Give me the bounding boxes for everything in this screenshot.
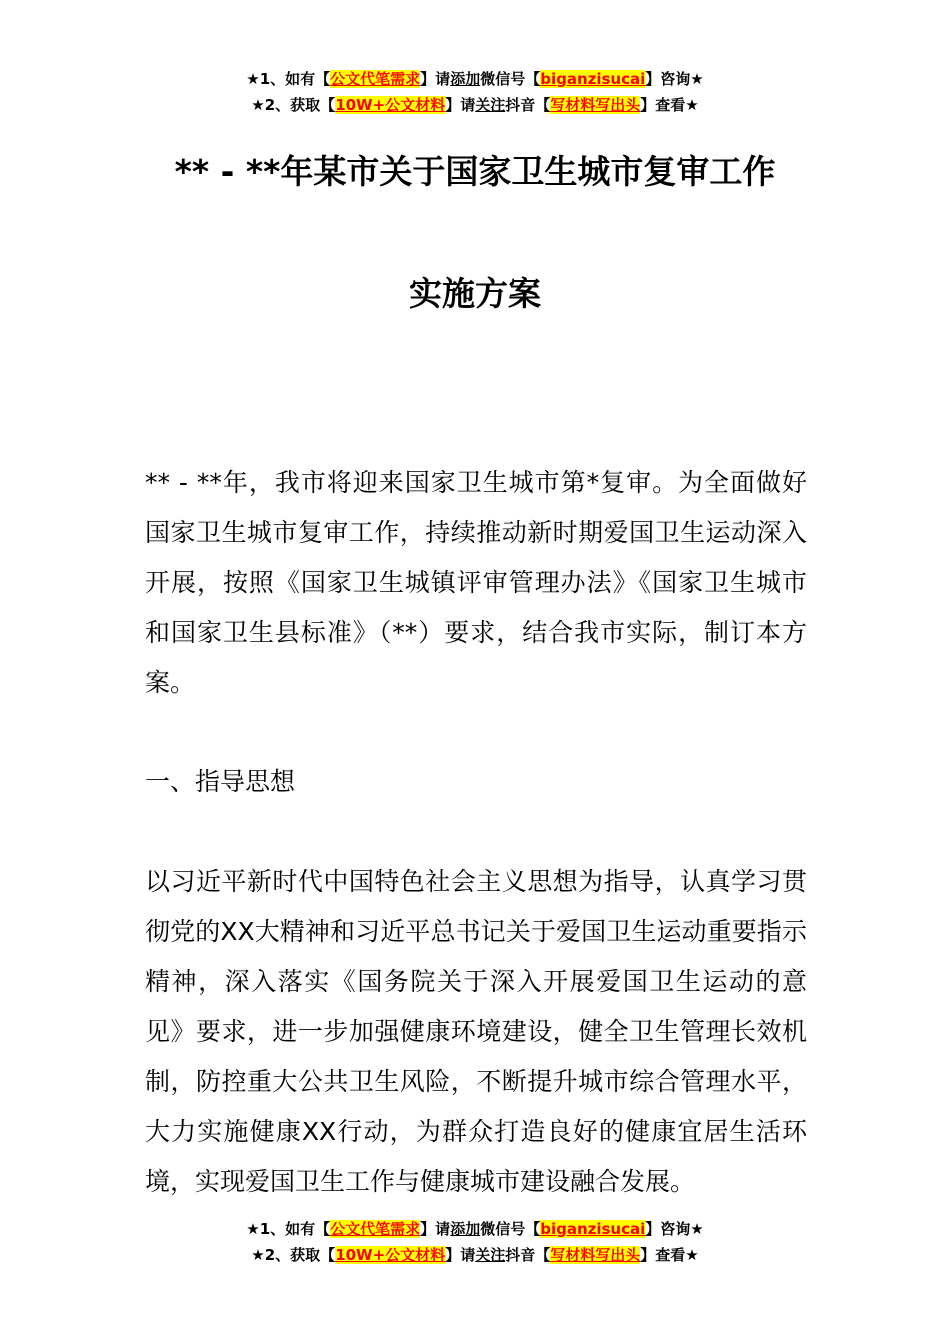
intro-paragraph: ** - **年，我市将迎来国家卫生城市第*复审。为全面做好国家卫生城市复审工作，持续推动新时期爱国卫生运动深入开展，按照《国家卫生城镇评审管理办法》《国家卫生城市和国家卫生县标准》（**）要求，结合我市实际，制订本方案。: [145, 468, 807, 697]
highlight-wechat-id: biganzisucai: [540, 70, 646, 88]
banner-line-2: ★2、获取【10W+公文材料】请关注抖音【写材料写出头】查看★: [251, 1246, 699, 1264]
highlight-materials: 10W+公文材料: [335, 1246, 446, 1264]
banner-line-1: ★1、如有【公文代笔需求】请添加微信号【biganzisucai】咨询★: [246, 1220, 704, 1238]
highlight-douyin: 写材料写出头: [550, 96, 641, 114]
section-heading: 一、指导思想: [145, 767, 296, 796]
highlight-materials: 10W+公文材料: [335, 96, 446, 114]
banner-line-1: ★1、如有【公文代笔需求】请添加微信号【biganzisucai】咨询★: [246, 70, 704, 88]
highlight-douyin: 写材料写出头: [550, 1246, 641, 1264]
banner-line-2: ★2、获取【10W+公文材料】请关注抖音【写材料写出头】查看★: [251, 96, 699, 114]
highlight-service: 公文代笔需求: [330, 70, 421, 88]
document-title-line-2: 实施方案: [409, 274, 541, 313]
section-paragraph: 以习近平新时代中国特色社会主义思想为指导，认真学习贯彻党的XX大精神和习近平总书记关于爱国卫生运动重要指示精神，深入落实《国务院关于深入开展爱国卫生运动的意见》要求，进一步加强健康环境建设，健全卫生管理长效机制，防控重大公共卫生风险，不断提升城市综合管理水平，大力实施健康XX行动，为群众打造良好的健康宜居生活环境，实现爱国卫生工作与健康城市建设融合发展。: [145, 867, 807, 1196]
header-banner: [0, 66, 950, 118]
highlight-wechat-id: biganzisucai: [540, 1220, 646, 1238]
footer-banner: [0, 1216, 950, 1268]
document-title-line-1: ** - **年某市关于国家卫生城市复审工作: [174, 152, 776, 191]
highlight-service: 公文代笔需求: [330, 1220, 421, 1238]
